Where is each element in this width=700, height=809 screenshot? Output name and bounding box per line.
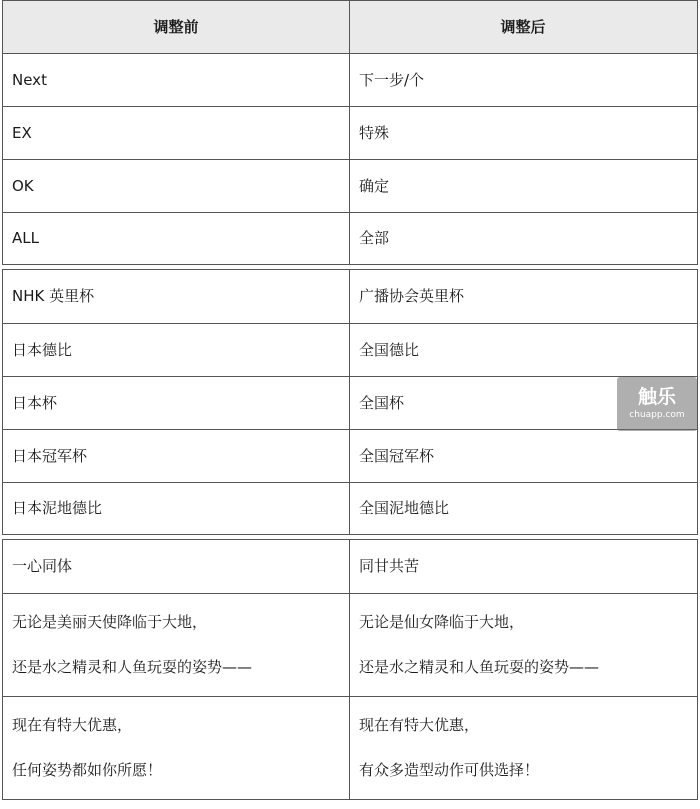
table-section-ui-terms — [2, 0, 698, 265]
cell-line: 现在有特大优惠， — [12, 716, 133, 734]
cell-after: 全国泥地德比 — [359, 499, 450, 517]
cell-after — [350, 594, 696, 696]
watermark-logo-text: 触乐 — [637, 386, 676, 408]
table-row — [3, 159, 697, 212]
table-row — [3, 540, 697, 593]
cell-before: 日本冠军杯 — [3, 430, 350, 482]
cell-after: 全部 — [359, 229, 390, 247]
cell-before: NHK 英里杯 — [3, 270, 350, 323]
table-row — [3, 106, 697, 159]
table-row — [3, 696, 697, 799]
table-header-row — [3, 1, 697, 53]
watermark-url: chuapp.com — [629, 410, 685, 420]
cell-before — [3, 697, 350, 799]
chuapp-watermark — [617, 377, 697, 431]
cell-line: 无论是仙女降临于大地， — [359, 613, 525, 631]
table-section-phrases — [2, 539, 698, 800]
table-row — [3, 482, 697, 534]
table-row — [3, 53, 697, 106]
cell-line: 还是水之精灵和人鱼玩耍的姿势—— — [12, 658, 253, 676]
cell-after: 特殊 — [359, 123, 390, 142]
cell-before: 一心同体 — [3, 540, 350, 593]
cell-line: 无论是美丽天使降临于大地， — [12, 613, 208, 631]
cell-before: 日本德比 — [3, 324, 350, 376]
cell-after: 确定 — [359, 176, 390, 195]
table-section-race-names — [2, 269, 698, 535]
cell-before — [3, 594, 350, 696]
table-row — [3, 593, 697, 696]
table-row — [3, 270, 697, 323]
cell-before: 日本杯 — [3, 377, 350, 429]
table-row — [3, 212, 697, 264]
cell-line: 现在有特大优惠， — [359, 716, 480, 734]
table-row — [3, 429, 697, 482]
cell-before: ALL — [3, 213, 350, 264]
cell-after: 全国德比 — [359, 340, 420, 359]
header-before: 调整前 — [3, 1, 350, 53]
cell-before: Next — [3, 54, 350, 106]
cell-after: 全国杯 — [359, 393, 405, 412]
cell-line: 任何姿势都如你所愿！ — [12, 761, 163, 779]
cell-before: OK — [3, 160, 350, 212]
cell-before: 日本泥地德比 — [3, 483, 350, 534]
comparison-table — [2, 0, 698, 800]
cell-before: EX — [3, 107, 350, 159]
table-row — [3, 323, 697, 376]
table-row — [3, 376, 697, 429]
cell-after: 全国冠军杯 — [359, 446, 435, 465]
cell-after: 广播协会英里杯 — [359, 287, 465, 305]
header-after: 调整后 — [500, 17, 546, 36]
cell-after: 下一步/个 — [359, 70, 425, 89]
cell-line: 还是水之精灵和人鱼玩耍的姿势—— — [359, 658, 600, 676]
cell-after: 同甘共苦 — [359, 557, 420, 575]
cell-after — [350, 697, 696, 799]
cell-line: 有众多造型动作可供选择！ — [359, 761, 540, 779]
